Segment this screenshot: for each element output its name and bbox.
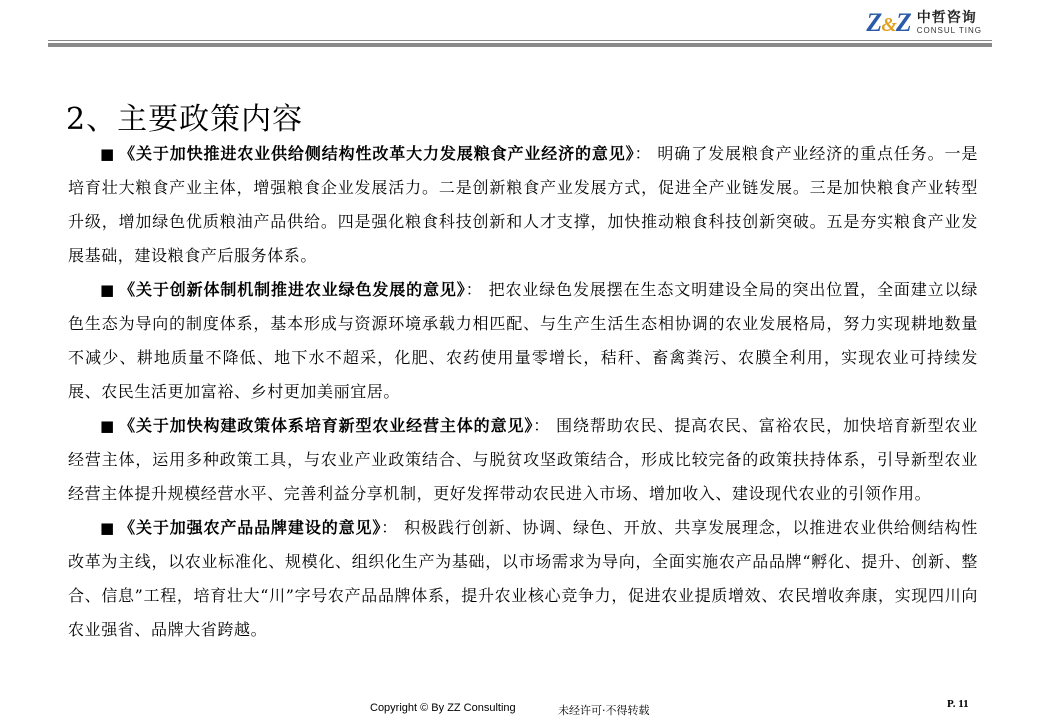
policy-paragraph-3 <box>68 409 978 511</box>
square-bullet-icon: ■ <box>100 519 116 537</box>
logo-text <box>917 11 982 35</box>
policy-body: ： 积极践行创新、协调、绿色、开放、共享发展理念，以推进农业供给侧结构性改革为主线，以农业标准化、规模化、组织化生产为基础，以市场需求为导向，全面实施农产品品牌“孵化、提升、创新、整合、信息”工程，培育壮大“川”字号农产品品牌体系，提升农业核心竞争力，促进农业提质增效、农民增收奔康，实现四川向农业强省、品牌大省跨越。 <box>68 518 978 639</box>
policy-body: ： 围绕帮助农民、提高农民、富裕农民，加快培育新型农业经营主体，运用多种政策工具，与农业产业政策结合、与脱贫攻坚政策结合，形成比较完备的政策扶持体系，引导新型农业经营主体提升规模经营水平、完善利益分享机制，更好发挥带动农民进入市场、增加收入、建设现代农业的引领作用。 <box>68 416 978 503</box>
square-bullet-icon: ■ <box>100 417 116 435</box>
square-bullet-icon: ■ <box>100 281 116 299</box>
policy-paragraph-2 <box>68 273 978 409</box>
square-bullet-icon: ■ <box>100 145 116 163</box>
policy-paragraph-1 <box>68 137 978 273</box>
header-divider-thick <box>48 43 992 47</box>
copyright-text: Copyright © By ZZ Consulting <box>370 702 516 714</box>
logo-cn-text: 中哲咨询 <box>916 10 977 26</box>
policy-heading: 《关于加强农产品品牌建设的意见》 <box>119 518 382 537</box>
reprint-notice: 未经许可·不得转载 <box>558 704 650 717</box>
policy-heading: 《关于加快推进农业供给侧结构性改革大力发展粮食产业经济的意见》 <box>119 144 635 163</box>
policy-paragraph-4 <box>68 511 978 647</box>
policy-body: ： 明确了发展粮食产业经济的重点任务。一是培育壮大粮食产业主体，增强粮食企业发展活力。二是创新粮食产业发展方式，促进全产业链发展。三是加快粮食产业转型升级，增加绿色优质粮油产品供给。四是强化粮食科技创新和人才支撑，加快推动粮食科技创新突破。五是夯实粮食产业发展基础，建设粮食产后服务体系。 <box>68 144 978 265</box>
header-divider-thin <box>48 40 992 41</box>
policy-content <box>68 137 978 647</box>
policy-heading: 《关于加快构建政策体系培育新型农业经营主体的意见》 <box>119 416 534 435</box>
policy-heading: 《关于创新体制机制推进农业绿色发展的意见》 <box>119 280 466 299</box>
logo-en-text: CONSUL TING <box>916 26 982 35</box>
logo-mark: Z&Z <box>866 8 911 37</box>
company-logo <box>866 8 982 38</box>
page-number: P. 11 <box>947 698 969 710</box>
policy-body: ： 把农业绿色发展摆在生态文明建设全局的突出位置，全面建立以绿色生态为导向的制度体系，基本形成与资源环境承载力相匹配、与生产生活生态相协调的农业发展格局，努力实现耕地数量不减少、耕地质量不降低、地下水不超采，化肥、农药使用量零增长，秸秆、畜禽粪污、农膜全利用，实现农业可持续发展、农民生活更加富裕、乡村更加美丽宜居。 <box>68 280 978 401</box>
page-title: 2、主要政策内容 <box>66 102 304 138</box>
